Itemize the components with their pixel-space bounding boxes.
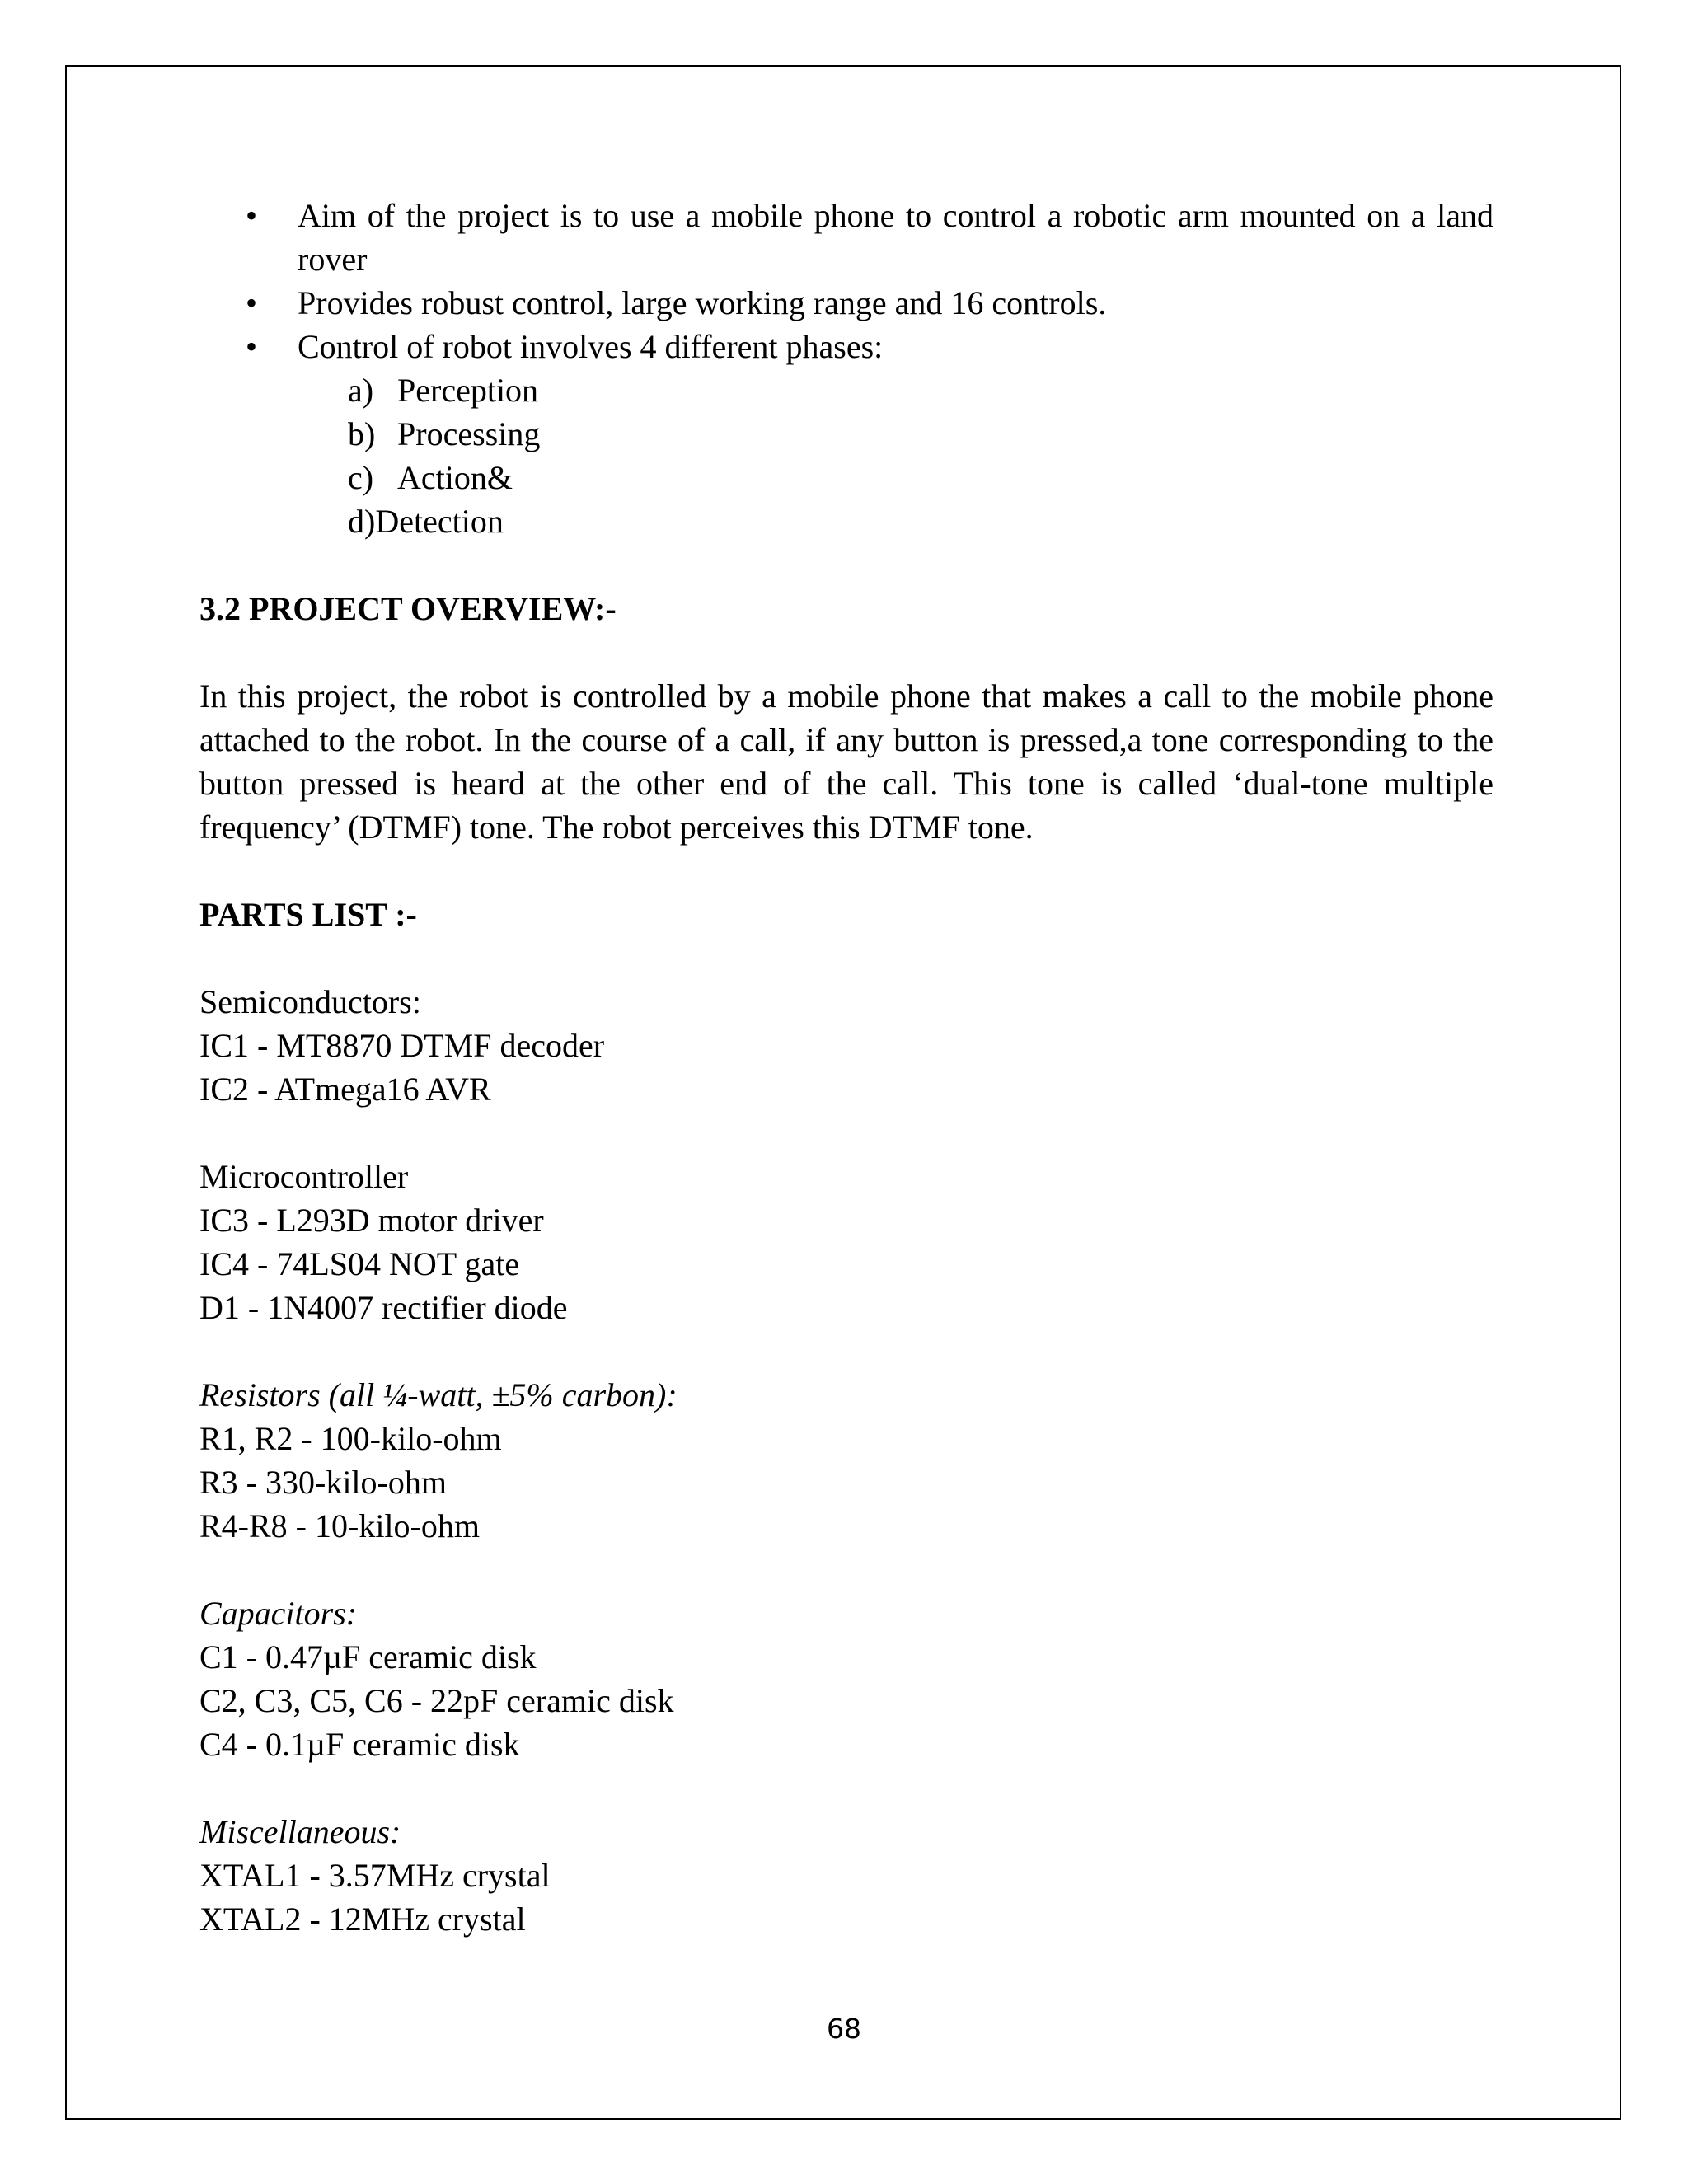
group-title: Capacitors: [199,1595,358,1632]
parts-group-microcontroller [199,1155,1493,1329]
parts-group-capacitors [199,1591,1493,1766]
part-line: R3 - 330-kilo-ohm [199,1464,447,1501]
group-title: Resistors (all ¼-watt, ±5% carbon): [199,1376,678,1413]
part-line: XTAL1 - 3.57MHz crystal [199,1857,551,1894]
phase-marker: a) [348,372,374,409]
part-line: D1 - 1N4007 rectifier diode [199,1289,568,1326]
phase-text: Processing [397,415,541,452]
phase-marker: d) [348,503,376,540]
phase-text: Detection [375,503,504,540]
phase-text: Perception [397,372,539,409]
part-line: C4 - 0.1µF ceramic disk [199,1726,520,1763]
section-heading-project-overview: 3.2 PROJECT OVERVIEW:- [199,590,617,627]
phase-text: Action& [397,459,513,496]
section-heading-parts-list: PARTS LIST :- [199,896,417,933]
part-line: C1 - 0.47µF ceramic disk [199,1638,537,1675]
part-line: IC3 - L293D motor driver [199,1202,544,1239]
phase-item [348,412,1493,456]
part-line: R4-R8 - 10-kilo-ohm [199,1507,480,1544]
page-number: 68 [827,2013,861,2045]
phase-marker: b) [348,415,376,452]
phase-list [199,368,1493,543]
part-line: XTAL2 - 12MHz crystal [199,1900,526,1938]
part-line: IC4 - 74LS04 NOT gate [199,1245,520,1282]
bullet-item-aim: • Aim of the project is to use a mobile phone to control a robotic arm mounted on a land rover [199,194,1493,281]
bullet-list [199,194,1493,368]
phase-marker: c) [348,459,374,496]
part-line: C2, C3, C5, C6 - 22pF ceramic disk [199,1682,674,1719]
page-content [199,194,1493,1941]
part-line: R1, R2 - 100-kilo-ohm [199,1420,502,1457]
parts-group-resistors [199,1373,1493,1548]
parts-group-semiconductors [199,980,1493,1111]
bullet-item-phases: • Control of robot involves 4 different phases: [199,325,1493,368]
parts-group-miscellaneous [199,1810,1493,1941]
bullet-item-control-range: • Provides robust control, large working range and 16 controls. [199,281,1493,325]
overview-paragraph: In this project, the robot is controlled by a mobile phone that makes a call to the mobile phone attached to the robot. In the course of a call, if any button is pressed,a tone corresponding to the button pressed is heard at the other end of the call. This tone is called ‘dual-tone multiple frequency’ (DTMF) tone. The robot perceives this DTMF tone. [199,677,1493,846]
phase-item [348,456,1493,499]
group-title: Miscellaneous: [199,1813,401,1850]
group-title: Semiconductors: [199,983,421,1020]
group-title: Microcontroller [199,1158,409,1195]
part-line: IC1 - MT8870 DTMF decoder [199,1027,605,1064]
phase-item [348,368,1493,412]
phase-item [348,499,1493,543]
part-line: IC2 - ATmega16 AVR [199,1071,491,1108]
